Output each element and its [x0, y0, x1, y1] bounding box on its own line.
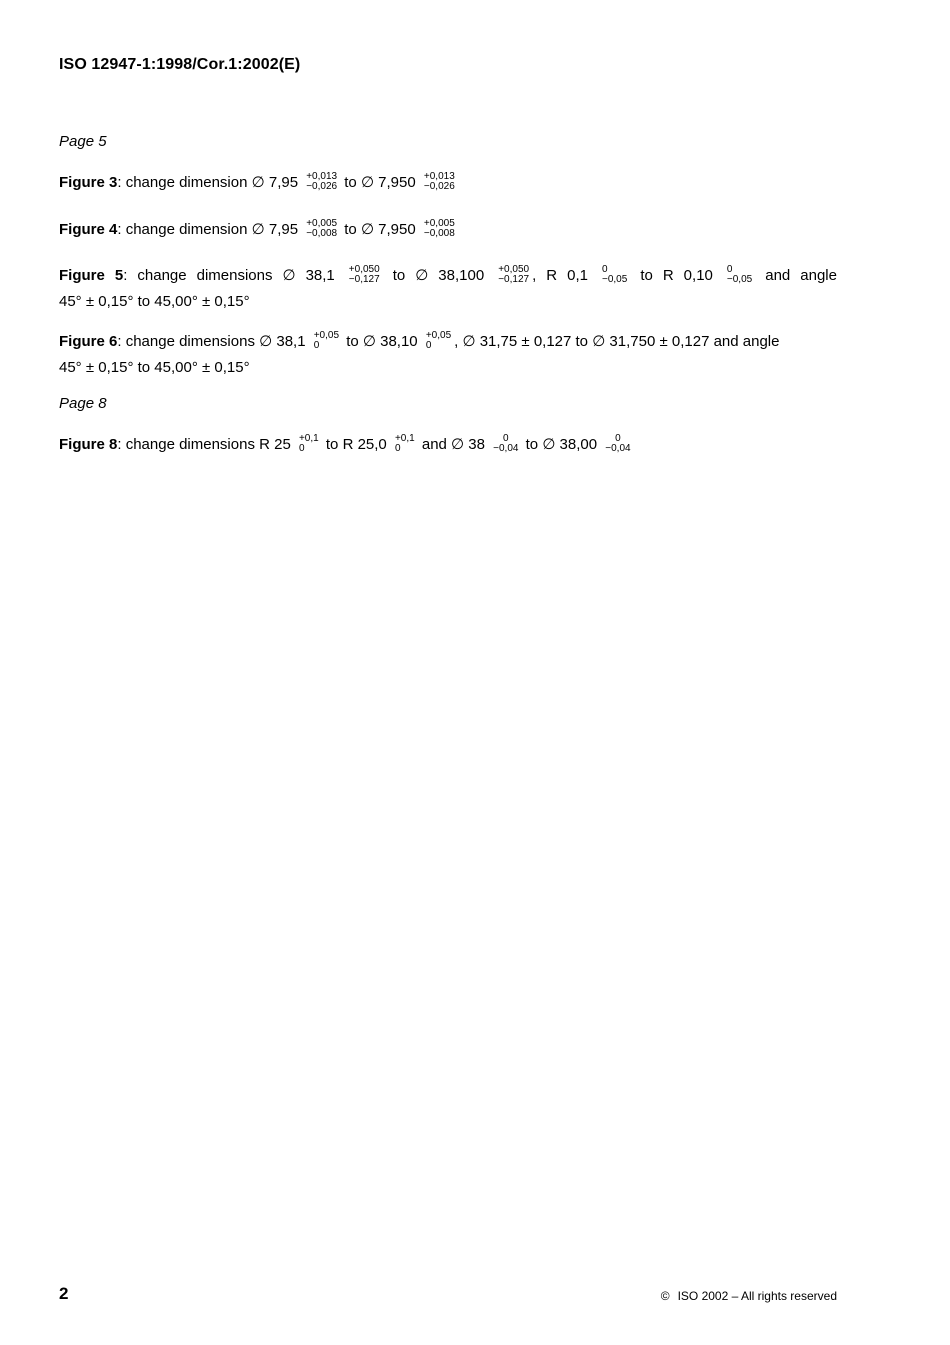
- figure-6-rest: , ∅ 31,75 ± 0,127 to ∅ 31,750 ± 0,127 and angle: [454, 333, 780, 350]
- figure-4-to: to ∅ 7,950: [344, 221, 416, 238]
- figure-5-radius: , R 0,1: [532, 267, 588, 284]
- figure-5-to-radius: to R 0,10: [640, 267, 713, 284]
- copyright-notice: [661, 1289, 837, 1303]
- figure-4-label: Figure 4: [59, 221, 118, 238]
- figure-3-correction: [59, 170, 837, 196]
- page-5-label: Page 5: [59, 133, 107, 150]
- tolerance: +0,005 −0,008: [423, 218, 455, 240]
- tolerance: +0,050 −0,127: [498, 264, 530, 286]
- tolerance: +0,1 0: [298, 433, 319, 455]
- figure-6-label: Figure 6: [59, 333, 118, 350]
- figure-5-angle-word: and angle: [765, 267, 837, 284]
- figure-6-angle: 45° ± 0,15° to 45,00° ± 0,15°: [59, 359, 250, 376]
- figure-5-text: : change dimensions ∅ 38,1: [123, 267, 335, 284]
- figure-8-text: : change dimensions R 25: [117, 436, 291, 453]
- figure-8-to: to R 25,0: [325, 436, 387, 453]
- tolerance: +0,013 −0,026: [306, 171, 338, 193]
- figure-8-and: and ∅ 38: [421, 436, 485, 453]
- figure-8-label: Figure 8: [59, 436, 118, 453]
- tolerance: 0 −0,05: [726, 264, 753, 286]
- figure-4-correction: [59, 217, 837, 243]
- figure-4-text: : change dimension ∅ 7,95: [117, 221, 299, 238]
- figure-5-correction: [59, 263, 837, 315]
- copyright-symbol: ©: [660, 1289, 670, 1303]
- figure-3-to: to ∅ 7,950: [344, 174, 416, 191]
- tolerance: +0,013 −0,026: [423, 171, 455, 193]
- copyright-text: ISO 2002 – All rights reserved: [677, 1289, 837, 1303]
- figure-5-angle: 45° ± 0,15° to 45,00° ± 0,15°: [59, 293, 250, 310]
- document-header: ISO 12947-1:1998/Cor.1:2002(E): [59, 56, 301, 73]
- figure-3-text: : change dimension ∅ 7,95: [117, 174, 299, 191]
- figure-6-to: to ∅ 38,10: [346, 333, 418, 350]
- page-8-label: Page 8: [59, 395, 107, 412]
- tolerance: +0,005 −0,008: [306, 218, 338, 240]
- figure-5-to: to ∅ 38,100: [392, 267, 485, 284]
- tolerance: +0,05 0: [313, 330, 340, 352]
- figure-5-label: Figure 5: [59, 267, 124, 284]
- tolerance: 0 −0,04: [605, 433, 631, 455]
- figure-6-correction: [59, 329, 837, 381]
- figure-6-text: : change dimensions ∅ 38,1: [117, 333, 306, 350]
- tolerance: +0,05 0: [425, 330, 452, 352]
- tolerance: 0 −0,04: [493, 433, 519, 455]
- tolerance: 0 −0,05: [601, 264, 628, 286]
- tolerance: +0,050 −0,127: [348, 264, 380, 286]
- page-number: 2: [59, 1284, 69, 1303]
- tolerance: +0,1 0: [394, 433, 415, 455]
- figure-3-label: Figure 3: [59, 174, 118, 191]
- figure-8-correction: [59, 432, 837, 458]
- figure-8-to-diameter: to ∅ 38,00: [525, 436, 598, 453]
